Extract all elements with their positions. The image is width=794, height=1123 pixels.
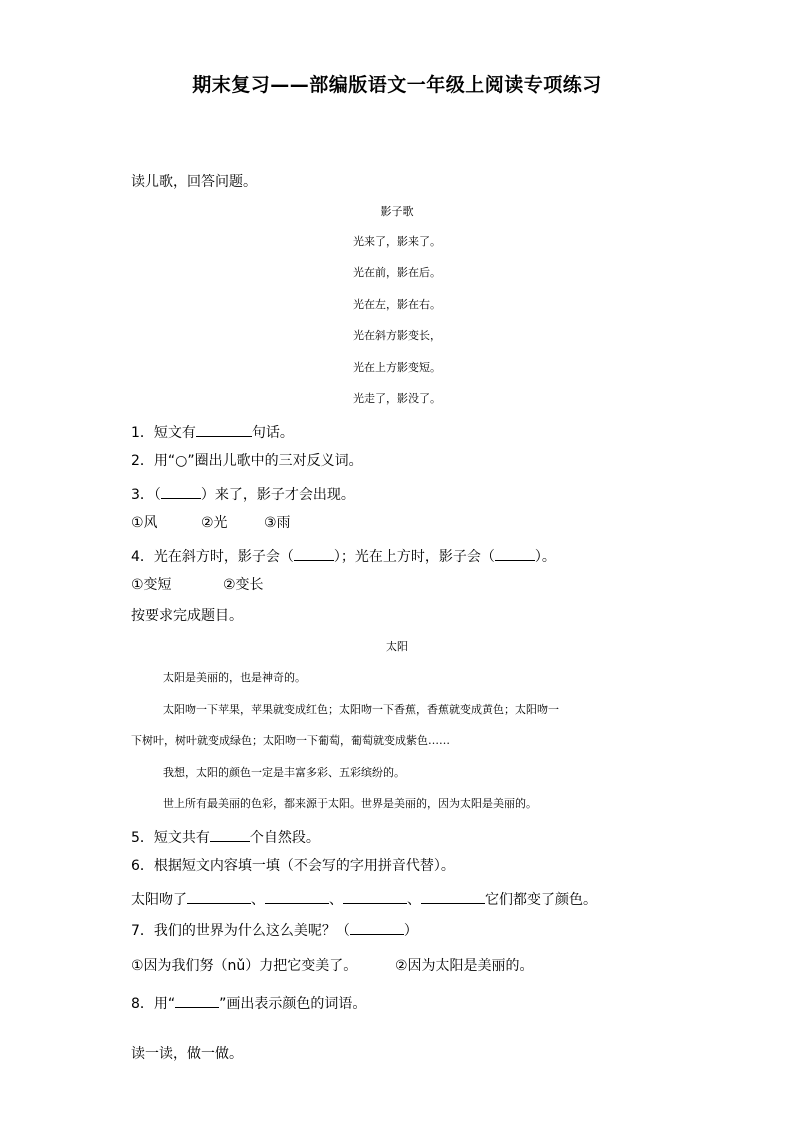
poem-line-3: 光在左，影在右。	[353, 298, 441, 311]
q3-suffix: ）来了，影子才会出现。	[200, 487, 355, 503]
page-title: 期末复习——部编版语文一年级上阅读专项练习	[192, 74, 602, 96]
poem-line-1: 光来了，影来了。	[353, 235, 441, 248]
q6-fill-line	[131, 888, 597, 909]
passage-para-1: 太阳是美丽的，也是神奇的。	[163, 671, 306, 684]
q6-blank-2[interactable]	[265, 888, 329, 904]
q4-part3: ）。	[534, 549, 556, 565]
q8-prefix: 8．用“	[131, 996, 176, 1012]
question-1	[131, 421, 294, 442]
q1-prefix: 1．短文有	[131, 425, 196, 441]
q5-blank[interactable]	[210, 826, 250, 842]
q4-blank-2[interactable]	[495, 545, 535, 561]
q3-option-1[interactable]: ①风	[131, 515, 158, 531]
q7-prefix: 7．我们的世界为什么这么美呢？（	[131, 923, 350, 939]
question-5	[131, 826, 320, 847]
section3-instruction: 读一读，做一做。	[131, 1046, 243, 1062]
q7-suffix: ）	[403, 923, 418, 939]
q4-option-2[interactable]: ②变长	[223, 577, 264, 593]
q3-option-3[interactable]: ③雨	[264, 515, 291, 531]
q6-sep-1: 、	[251, 892, 265, 908]
q4-part2: ）；光在上方时，影子会（	[333, 549, 495, 565]
q6-sep-3: 、	[407, 892, 421, 908]
passage-para-2-line-2: 下树叶，树叶就变成绿色；太阳吻一下葡萄，葡萄就变成紫色……	[131, 734, 450, 747]
question-7	[131, 919, 418, 940]
q6-prefix: 太阳吻了	[131, 892, 187, 908]
q3-blank[interactable]	[161, 483, 201, 499]
passage-title: 太阳	[386, 640, 408, 653]
q1-suffix: 句话。	[251, 425, 294, 441]
q8-blank[interactable]	[175, 992, 219, 1008]
q1-blank[interactable]	[196, 421, 252, 437]
q7-option-2[interactable]: ②因为太阳是美丽的。	[395, 958, 534, 974]
q8-suffix: ”画出表示颜色的词语。	[219, 996, 367, 1012]
q3-option-2[interactable]: ②光	[201, 515, 228, 531]
q6-sep-2: 、	[329, 892, 343, 908]
q3-options	[131, 514, 291, 532]
question-3	[131, 483, 355, 504]
q5-suffix: 个自然段。	[249, 830, 320, 846]
q7-blank[interactable]	[350, 919, 404, 935]
q6-blank-3[interactable]	[343, 888, 407, 904]
poem-line-2: 光在前，影在后。	[353, 266, 441, 279]
question-6: 6．根据短文内容填一填（不会写的字用拼音代替）。	[131, 858, 455, 874]
question-4	[131, 545, 556, 566]
section2-instruction: 按要求完成题目。	[131, 608, 243, 624]
q3-prefix: 3．（	[131, 487, 161, 503]
q6-blank-1[interactable]	[187, 888, 251, 904]
q6-blank-4[interactable]	[421, 888, 485, 904]
question-2: 2．用“○”圈出儿歌中的三对反义词。	[131, 453, 363, 469]
poem-line-6: 光走了，影没了。	[353, 392, 441, 405]
passage-para-2-line-1: 太阳吻一下苹果，苹果就变成红色；太阳吻一下香蕉，香蕉就变成黄色；太阳吻一	[163, 703, 559, 716]
section1-instruction: 读儿歌，回答问题。	[131, 174, 257, 190]
q5-prefix: 5．短文共有	[131, 830, 210, 846]
q4-blank-1[interactable]	[294, 545, 334, 561]
q6-suffix: 它们都变了颜色。	[485, 892, 597, 908]
q7-option-1[interactable]: ①因为我们努（nǔ）力把它变美了。	[131, 958, 358, 974]
poem-line-5: 光在上方影变短。	[353, 361, 441, 374]
q4-part1: 4．光在斜方时，影子会（	[131, 549, 294, 565]
poem-title: 影子歌	[380, 205, 414, 218]
q7-options	[131, 957, 534, 975]
q4-option-1[interactable]: ①变短	[131, 577, 172, 593]
q4-options	[131, 576, 264, 594]
passage-para-3: 我想，太阳的颜色一定是丰富多彩、五彩缤纷的。	[163, 766, 405, 779]
passage-para-4: 世上所有最美丽的色彩，都来源于太阳。世界是美丽的，因为太阳是美丽的。	[163, 797, 537, 810]
poem-line-4: 光在斜方影变长，	[353, 329, 441, 342]
question-8	[131, 992, 366, 1013]
